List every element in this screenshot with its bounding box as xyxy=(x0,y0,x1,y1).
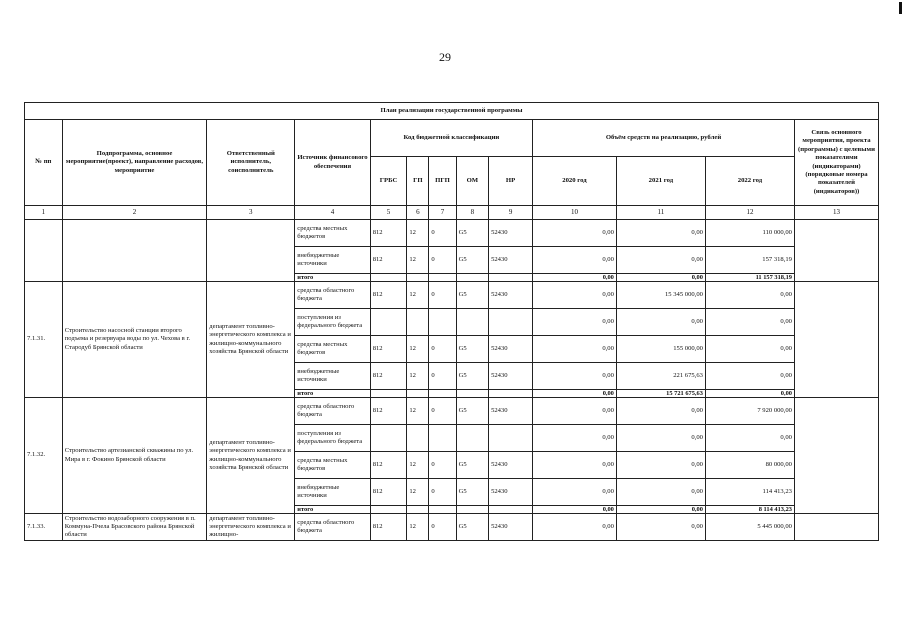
item-name: Строительство насосной станции второго подъема и резервуара воды по ул. Чехова в г. Стародуб Брянской области xyxy=(62,282,207,398)
header-2020: 2020 год xyxy=(533,157,617,206)
grbs-cell: 812 xyxy=(370,452,407,479)
om-cell: G5 xyxy=(456,336,488,363)
header-num: № пп xyxy=(25,120,63,206)
value-2020: 0,00 xyxy=(533,514,617,541)
om-cell xyxy=(456,309,488,336)
value-2021: 0,00 xyxy=(616,398,705,425)
value-2020: 0,00 xyxy=(533,247,617,274)
column-number: 12 xyxy=(705,206,794,220)
value-2022: 80 000,00 xyxy=(705,452,794,479)
item-number: 7.1.31. xyxy=(25,282,63,398)
gp-cell: 12 xyxy=(407,336,429,363)
indicator-cell xyxy=(794,220,878,282)
gp-cell: 12 xyxy=(407,398,429,425)
source-cell: средства местных бюджетов xyxy=(295,220,370,247)
gp-cell: 12 xyxy=(407,220,429,247)
value-2021: 0,00 xyxy=(616,479,705,506)
column-number: 5 xyxy=(370,206,407,220)
num-cell xyxy=(25,220,63,282)
item-name: Строительство водозаборного сооружения в п. Коммуна-Пчела Брасовского района Брянской области xyxy=(62,514,207,541)
total-2022: 8 114 413,23 xyxy=(705,506,794,514)
pgp-cell: 0 xyxy=(429,220,456,247)
nr-cell xyxy=(489,425,533,452)
value-2022: 0,00 xyxy=(705,363,794,390)
column-number: 3 xyxy=(207,206,295,220)
value-2020: 0,00 xyxy=(533,398,617,425)
column-number: 6 xyxy=(407,206,429,220)
om-cell: G5 xyxy=(456,514,488,541)
scan-edge-mark xyxy=(899,2,902,14)
source-cell: поступления из федерального бюджета xyxy=(295,425,370,452)
total-label: итого xyxy=(295,390,370,398)
value-2020: 0,00 xyxy=(533,479,617,506)
header-grbs: ГРБС xyxy=(370,157,407,206)
value-2021: 0,00 xyxy=(616,452,705,479)
page-number: 29 xyxy=(439,50,451,64)
grbs-cell: 812 xyxy=(370,247,407,274)
indicator-cell xyxy=(794,398,878,514)
source-cell: внебюджетные источники xyxy=(295,247,370,274)
value-2022: 0,00 xyxy=(705,282,794,309)
pgp-cell xyxy=(429,425,456,452)
empty-cell xyxy=(407,506,429,514)
nr-cell xyxy=(489,309,533,336)
nr-cell: 52430 xyxy=(489,479,533,506)
total-label: итого xyxy=(295,274,370,282)
pgp-cell: 0 xyxy=(429,479,456,506)
total-2021: 0,00 xyxy=(616,274,705,282)
total-2021: 0,00 xyxy=(616,506,705,514)
empty-cell xyxy=(489,390,533,398)
column-number-row xyxy=(25,206,879,220)
pgp-cell: 0 xyxy=(429,247,456,274)
value-2021: 155 000,00 xyxy=(616,336,705,363)
nr-cell: 52430 xyxy=(489,514,533,541)
value-2021: 0,00 xyxy=(616,247,705,274)
total-2022: 11 157 318,19 xyxy=(705,274,794,282)
column-number: 7 xyxy=(429,206,456,220)
gp-cell: 12 xyxy=(407,282,429,309)
table-row xyxy=(25,514,879,541)
nr-cell: 52430 xyxy=(489,220,533,247)
grbs-cell: 812 xyxy=(370,514,407,541)
om-cell: G5 xyxy=(456,452,488,479)
pgp-cell xyxy=(429,309,456,336)
source-cell: внебюджетные источники xyxy=(295,363,370,390)
value-2021: 0,00 xyxy=(616,309,705,336)
header-funding-volume: Объём средств на реализацию, рублей xyxy=(533,120,795,157)
header-subprogram: Подпрограмма, основное мероприятие(проект), направление расходов, мероприятие xyxy=(62,120,207,206)
value-2022: 0,00 xyxy=(705,425,794,452)
empty-cell xyxy=(489,274,533,282)
column-number: 2 xyxy=(62,206,207,220)
empty-cell xyxy=(429,506,456,514)
pgp-cell: 0 xyxy=(429,363,456,390)
gp-cell: 12 xyxy=(407,514,429,541)
empty-cell xyxy=(370,390,407,398)
item-executor: департамент топливно-энергетического комплекса и жилищно-коммунального хозяйства Брянской области xyxy=(207,398,295,514)
header-2022: 2022 год xyxy=(705,157,794,206)
empty-cell xyxy=(489,506,533,514)
empty-cell xyxy=(407,274,429,282)
column-number: 10 xyxy=(533,206,617,220)
source-cell: средства местных бюджетов xyxy=(295,336,370,363)
grbs-cell xyxy=(370,309,407,336)
grbs-cell: 812 xyxy=(370,282,407,309)
value-2021: 15 345 000,00 xyxy=(616,282,705,309)
total-label: итого xyxy=(295,506,370,514)
source-cell: средства областного бюджета xyxy=(295,398,370,425)
empty-cell xyxy=(456,390,488,398)
column-number: 8 xyxy=(456,206,488,220)
table-row xyxy=(25,220,879,247)
value-2022: 7 920 000,00 xyxy=(705,398,794,425)
nr-cell: 52430 xyxy=(489,282,533,309)
header-indicator-link: Связь основного мероприятия, проекта (программы) с целевыми показателями (индикаторами) (порядковые номера показателей (индикаторов)) xyxy=(794,120,878,206)
om-cell: G5 xyxy=(456,247,488,274)
table-row xyxy=(25,398,879,425)
indicator-cell xyxy=(794,282,878,398)
gp-cell: 12 xyxy=(407,247,429,274)
pgp-cell: 0 xyxy=(429,282,456,309)
value-2020: 0,00 xyxy=(533,425,617,452)
header-gp: ГП xyxy=(407,157,429,206)
om-cell: G5 xyxy=(456,479,488,506)
total-2021: 15 721 675,63 xyxy=(616,390,705,398)
gp-cell: 12 xyxy=(407,479,429,506)
value-2020: 0,00 xyxy=(533,363,617,390)
source-cell: средства областного бюджета xyxy=(295,282,370,309)
value-2022: 0,00 xyxy=(705,309,794,336)
header-source: Источник финансового обеспечения xyxy=(295,120,370,206)
value-2022: 0,00 xyxy=(705,336,794,363)
source-cell: средства местных бюджетов xyxy=(295,452,370,479)
grbs-cell: 812 xyxy=(370,479,407,506)
total-2022: 0,00 xyxy=(705,390,794,398)
column-number: 4 xyxy=(295,206,370,220)
value-2021: 221 675,63 xyxy=(616,363,705,390)
om-cell: G5 xyxy=(456,363,488,390)
om-cell: G5 xyxy=(456,220,488,247)
value-2022: 114 413,23 xyxy=(705,479,794,506)
nr-cell: 52430 xyxy=(489,363,533,390)
grbs-cell: 812 xyxy=(370,336,407,363)
empty-cell xyxy=(456,274,488,282)
pgp-cell: 0 xyxy=(429,514,456,541)
grbs-cell: 812 xyxy=(370,220,407,247)
item-number: 7.1.33. xyxy=(25,514,63,541)
item-name: Строительство артезианской скважины по ул. Мира в г. Фокино Брянской области xyxy=(62,398,207,514)
item-executor: департамент топливно-энергетического комплекса и жилищно-коммунального хозяйства Брянской области xyxy=(207,282,295,398)
gp-cell xyxy=(407,425,429,452)
om-cell: G5 xyxy=(456,398,488,425)
empty-cell xyxy=(370,506,407,514)
value-2020: 0,00 xyxy=(533,452,617,479)
om-cell xyxy=(456,425,488,452)
pgp-cell: 0 xyxy=(429,398,456,425)
name-cell xyxy=(62,220,207,282)
value-2022: 5 445 000,00 xyxy=(705,514,794,541)
table-title: План реализации государственной программы xyxy=(25,103,879,120)
value-2020: 0,00 xyxy=(533,282,617,309)
table-row xyxy=(25,282,879,309)
empty-cell xyxy=(456,506,488,514)
total-2020: 0,00 xyxy=(533,274,617,282)
executor-cell xyxy=(207,220,295,282)
value-2021: 0,00 xyxy=(616,220,705,247)
empty-cell xyxy=(429,274,456,282)
header-om: ОМ xyxy=(456,157,488,206)
plan-table xyxy=(24,102,879,541)
pgp-cell: 0 xyxy=(429,452,456,479)
item-executor: департамент топливно-энергетического комплекса и жилищно- xyxy=(207,514,295,541)
column-number: 9 xyxy=(489,206,533,220)
pgp-cell: 0 xyxy=(429,336,456,363)
grbs-cell: 812 xyxy=(370,363,407,390)
grbs-cell xyxy=(370,425,407,452)
source-cell: поступления из федерального бюджета xyxy=(295,309,370,336)
gp-cell: 12 xyxy=(407,363,429,390)
value-2021: 0,00 xyxy=(616,514,705,541)
header-2021: 2021 год xyxy=(616,157,705,206)
item-number: 7.1.32. xyxy=(25,398,63,514)
column-number: 13 xyxy=(794,206,878,220)
value-2020: 0,00 xyxy=(533,336,617,363)
source-cell: средства областного бюджета xyxy=(295,514,370,541)
gp-cell: 12 xyxy=(407,452,429,479)
header-executor: Ответственный исполнитель, соисполнитель xyxy=(207,120,295,206)
indicator-cell xyxy=(794,514,878,541)
header-pgp: ПГП xyxy=(429,157,456,206)
source-cell: внебюджетные источники xyxy=(295,479,370,506)
value-2020: 0,00 xyxy=(533,220,617,247)
nr-cell: 52430 xyxy=(489,452,533,479)
nr-cell: 52430 xyxy=(489,247,533,274)
total-2020: 0,00 xyxy=(533,506,617,514)
grbs-cell: 812 xyxy=(370,398,407,425)
value-2020: 0,00 xyxy=(533,309,617,336)
total-2020: 0,00 xyxy=(533,390,617,398)
om-cell: G5 xyxy=(456,282,488,309)
value-2022: 157 318,19 xyxy=(705,247,794,274)
column-number: 11 xyxy=(616,206,705,220)
value-2022: 110 000,00 xyxy=(705,220,794,247)
nr-cell: 52430 xyxy=(489,398,533,425)
empty-cell xyxy=(429,390,456,398)
gp-cell xyxy=(407,309,429,336)
column-number: 1 xyxy=(25,206,63,220)
nr-cell: 52430 xyxy=(489,336,533,363)
empty-cell xyxy=(370,274,407,282)
header-budget-classification: Код бюджетной классификации xyxy=(370,120,532,157)
empty-cell xyxy=(407,390,429,398)
value-2021: 0,00 xyxy=(616,425,705,452)
header-nr: НР xyxy=(489,157,533,206)
